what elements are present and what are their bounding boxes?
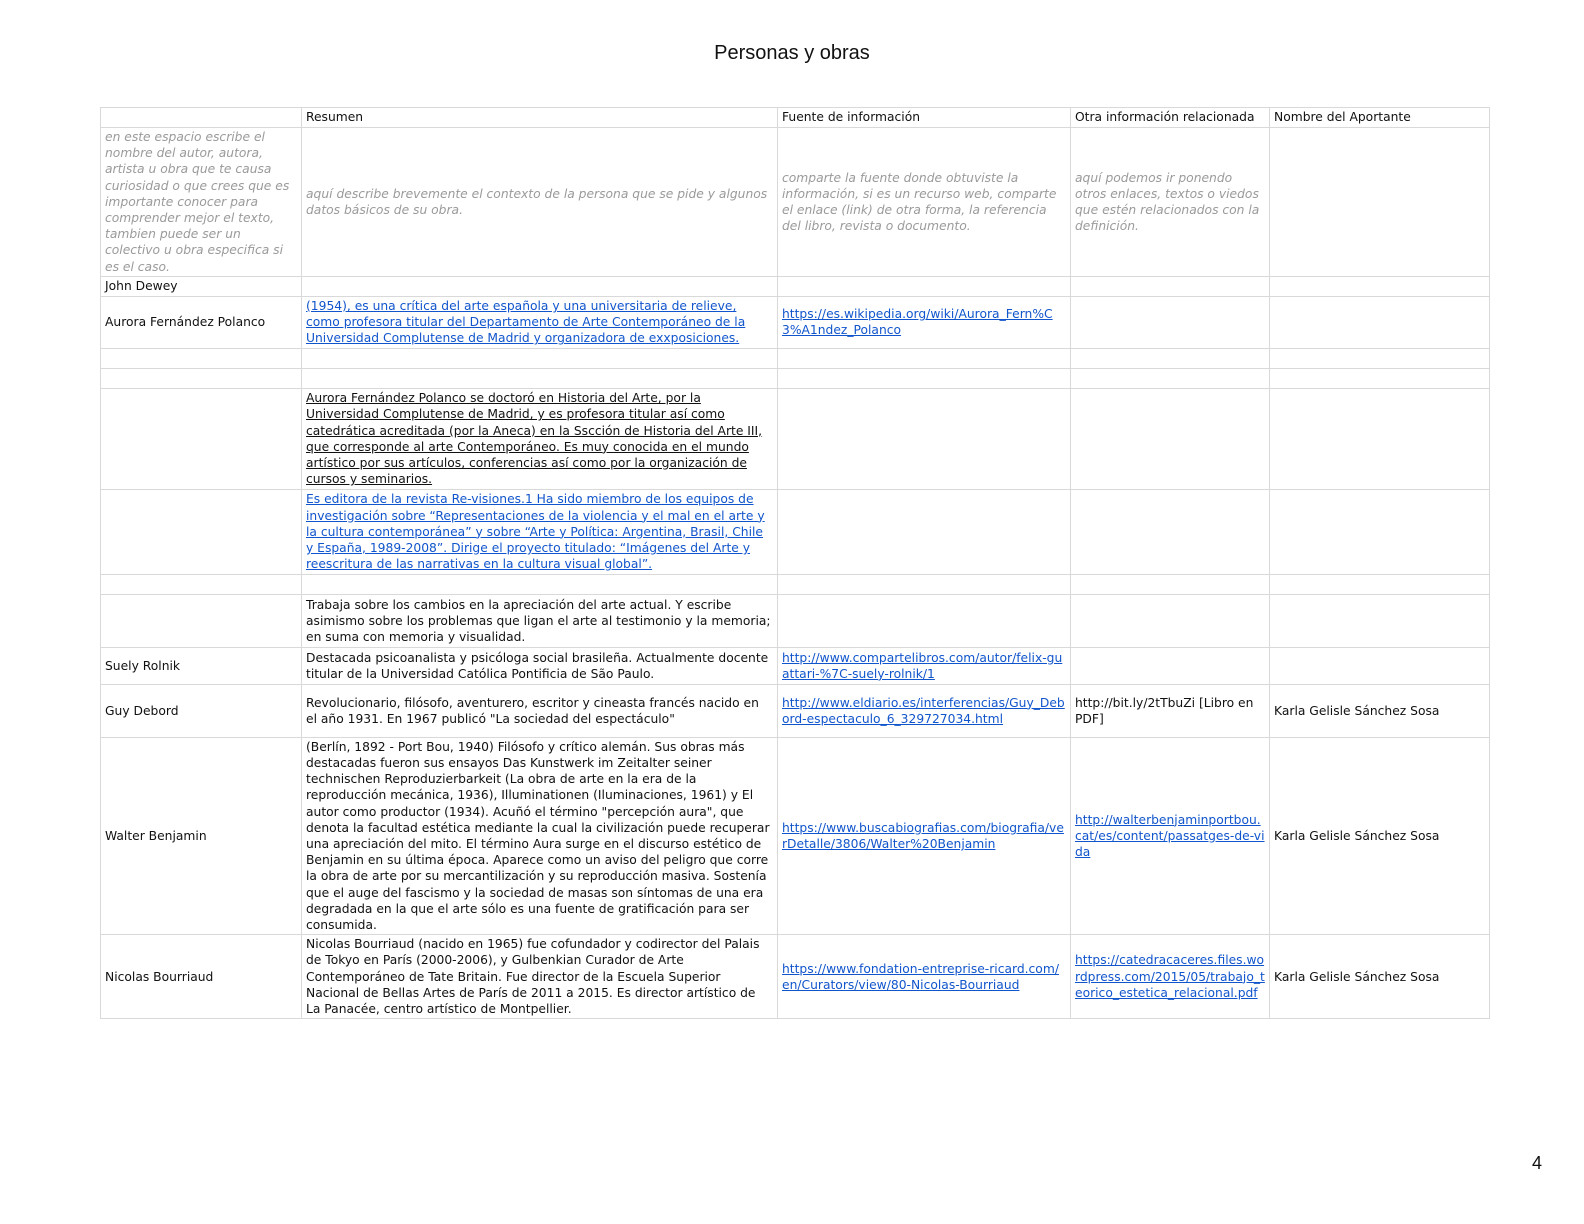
- cell-persona: Nicolas Bourriaud: [101, 935, 302, 1019]
- cell-otra: [1071, 348, 1270, 368]
- cell-aportante: Karla Gelisle Sánchez Sosa: [1270, 737, 1490, 934]
- cell-aportante: [1270, 594, 1490, 647]
- table-row: [101, 388, 1490, 489]
- cell-resumen: [302, 368, 778, 388]
- cell-resumen: [302, 276, 778, 296]
- cell-aportante: Karla Gelisle Sánchez Sosa: [1270, 935, 1490, 1019]
- cell-otra: [1071, 276, 1270, 296]
- cell-resumen: [302, 574, 778, 594]
- cell-fuente: [778, 368, 1071, 388]
- table-row: [101, 647, 1490, 684]
- cell-fuente: [778, 574, 1071, 594]
- table-row: [101, 684, 1490, 737]
- cell-fuente: [778, 388, 1071, 489]
- cell-aportante: [1270, 348, 1490, 368]
- cell-fuente-link[interactable]: https://www.fondation-entreprise-ricard.com/en/Curators/view/80-Nicolas-Bourriaud: [778, 935, 1071, 1019]
- table-row: [101, 348, 1490, 368]
- cell-persona: Aurora Fernández Polanco: [101, 296, 302, 348]
- cell-resumen: Trabaja sobre los cambios en la apreciación del arte actual. Y escribe asimismo sobre los problemas que ligan el arte al testimonio y la memoria; en suma con memoria y visualidad.: [302, 594, 778, 647]
- cell-persona: [101, 388, 302, 489]
- placeholder-fuente: comparte la fuente donde obtuviste la información, si es un recurso web, comparte el enlace (link) de otra forma, la referencia del libro, revista o documento.: [778, 128, 1071, 277]
- cell-fuente: [778, 348, 1071, 368]
- cell-aportante: [1270, 368, 1490, 388]
- header-otra: Otra información relacionada: [1071, 108, 1270, 128]
- cell-persona: [101, 489, 302, 574]
- cell-fuente: [778, 489, 1071, 574]
- page-number: 4: [1531, 1153, 1542, 1173]
- table-row: [101, 489, 1490, 574]
- cell-fuente-link[interactable]: https://www.buscabiografias.com/biografia/verDetalle/3806/Walter%20Benjamin: [778, 737, 1071, 934]
- cell-aportante: [1270, 574, 1490, 594]
- placeholder-resumen: aquí describe brevemente el contexto de la persona que se pide y algunos datos básicos de su obra.: [302, 128, 778, 277]
- cell-aportante: [1270, 296, 1490, 348]
- cell-otra: [1071, 574, 1270, 594]
- cell-resumen-link[interactable]: (1954), es una crítica del arte española y una universitaria de relieve, como profesora titular del Departamento de Arte Contemporáneo de la Universidad Complutense de Madrid y organizadora de exxposiciones.: [302, 296, 778, 348]
- cell-fuente: [778, 276, 1071, 296]
- cell-persona: Walter Benjamin: [101, 737, 302, 934]
- cell-resumen: (Berlín, 1892 - Port Bou, 1940) Filósofo y crítico alemán. Sus obras más destacadas fueron sus ensayos Das Kunstwerk im Zeitalter seiner technischen Reproduzierbarkeit (La obra de arte en la era de la reproducción mecánica, 1936), Illuminationen (Iluminaciones, 1961) y El autor como productor (1934). Acuñó el término "percepción aura", que denota la facultad estética mediante la cual la civilización puede recuperar una apreciación del mito. El término Aura surge en el discurso estético de Benjamin en su última época. Aparece como un aviso del peligro que corre la obra de arte por su mercantilización y su reproducción masiva. Sostenía que el auge del fascismo y la sociedad de masas son síntomas de una era degradada en la que el arte sólo es una fuente de gratificación para ser consumida.: [302, 737, 778, 934]
- cell-fuente-link[interactable]: http://www.eldiario.es/interferencias/Guy_Debord-espectaculo_6_329727034.html: [778, 684, 1071, 737]
- cell-aportante: Karla Gelisle Sánchez Sosa: [1270, 684, 1490, 737]
- cell-otra: [1071, 489, 1270, 574]
- cell-fuente: [778, 594, 1071, 647]
- cell-persona: [101, 368, 302, 388]
- cell-otra: [1071, 647, 1270, 684]
- cell-fuente-link[interactable]: https://es.wikipedia.org/wiki/Aurora_Fern%C3%A1ndez_Polanco: [778, 296, 1071, 348]
- cell-resumen: Revolucionario, filósofo, aventurero, escritor y cineasta francés nacido en el año 1931. En 1967 publicó "La sociedad del espectáculo": [302, 684, 778, 737]
- table-row: [101, 276, 1490, 296]
- header-row: [101, 108, 1490, 128]
- cell-fuente-link[interactable]: http://www.compartelibros.com/autor/felix-guattari-%7C-suely-rolnik/1: [778, 647, 1071, 684]
- cell-persona: [101, 574, 302, 594]
- placeholder-aportante: [1270, 128, 1490, 277]
- placeholder-persona: en este espacio escribe el nombre del autor, autora, artista u obra que te causa curiosidad o que crees que es importante conocer para comprender mejor el texto, tambien puede ser un colectivo u obra especifica si es el caso.: [101, 128, 302, 277]
- cell-resumen: [302, 348, 778, 368]
- placeholder-otra: aquí podemos ir ponendo otros enlaces, textos o viedos que estén relacionados con la definición.: [1071, 128, 1270, 277]
- cell-otra: [1071, 296, 1270, 348]
- cell-persona: [101, 348, 302, 368]
- cell-aportante: [1270, 647, 1490, 684]
- header-aportante: Nombre del Aportante: [1270, 108, 1490, 128]
- cell-resumen-link[interactable]: Es editora de la revista Re-visiones.1 Ha sido miembro de los equipos de investigación sobre “Representaciones de la violencia y el mal en el arte y la cultura contemporánea” y sobre “Arte y Política: Argentina, Brasil, Chile y España, 1989-2008”. Dirige el proyecto titulado: “Imágenes del Arte y reescritura de las narrativas en la cultura visual global”.: [302, 489, 778, 574]
- cell-persona: Guy Debord: [101, 684, 302, 737]
- cell-resumen: Nicolas Bourriaud (nacido en 1965) fue cofundador y codirector del Palais de Tokyo en París (2000-2006), y Gulbenkian Curador de Arte Contemporáneo de Tate Britain. Fue director de la Escuela Superior Nacional de Bellas Artes de París de 2011 a 2015. Es director artístico de La Panacée, centro artístico de Montpellier.: [302, 935, 778, 1019]
- cell-persona: John Dewey: [101, 276, 302, 296]
- people-works-table: [100, 107, 1490, 1019]
- instructions-row: [101, 128, 1490, 277]
- table-row: [101, 935, 1490, 1019]
- document-title: Personas y obras: [714, 42, 870, 64]
- header-persona: [101, 108, 302, 128]
- cell-resumen: Aurora Fernández Polanco se doctoró en Historia del Arte, por la Universidad Complutense de Madrid, y es profesora titular así como catedrática acreditada (por la Aneca) en la Sscción de Historia del Arte III, que corresponde al arte Contemporáneo. Es muy conocida en el mundo artístico por sus artículos, conferencias así como por la organización de cursos y seminarios.: [302, 388, 778, 489]
- cell-otra: [1071, 368, 1270, 388]
- cell-otra: [1071, 388, 1270, 489]
- cell-otra-link[interactable]: https://catedracaceres.files.wordpress.com/2015/05/trabajo_teorico_estetica_relacional.pdf: [1071, 935, 1270, 1019]
- cell-otra: http://bit.ly/2tTbuZi [Libro en PDF]: [1071, 684, 1270, 737]
- cell-resumen: Destacada psicoanalista y psicóloga social brasileña. Actualmente docente titular de la Universidad Católica Pontificia de São Paulo.: [302, 647, 778, 684]
- table-row: [101, 737, 1490, 934]
- table-row: [101, 574, 1490, 594]
- table-row: [101, 296, 1490, 348]
- cell-aportante: [1270, 276, 1490, 296]
- cell-aportante: [1270, 388, 1490, 489]
- cell-aportante: [1270, 489, 1490, 574]
- cell-otra: [1071, 594, 1270, 647]
- cell-persona: [101, 594, 302, 647]
- header-resumen: Resumen: [302, 108, 778, 128]
- cell-otra-link[interactable]: http://walterbenjaminportbou.cat/es/content/passatges-de-vida: [1071, 737, 1270, 934]
- table-row: [101, 594, 1490, 647]
- cell-persona: Suely Rolnik: [101, 647, 302, 684]
- header-fuente: Fuente de información: [778, 108, 1071, 128]
- table-row: [101, 368, 1490, 388]
